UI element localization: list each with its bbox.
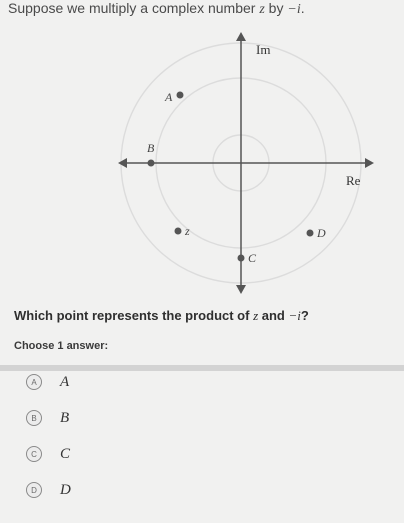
point-c [238, 255, 245, 262]
question-mid: and [258, 308, 289, 323]
question-prefix: Which point represents the product of [14, 308, 254, 323]
real-axis-arrow-left [118, 158, 127, 168]
point-a-label: A [165, 90, 173, 104]
choice-b-badge: B [26, 410, 42, 426]
question-text [14, 308, 309, 324]
choice-a[interactable] [26, 369, 226, 395]
point-b [148, 160, 155, 167]
choice-d-label: D [60, 481, 71, 498]
point-a [177, 92, 184, 99]
choice-d-badge: D [26, 482, 42, 498]
choice-b-label: B [60, 409, 70, 426]
point-c-label: C [248, 251, 257, 265]
complex-plane [110, 28, 380, 298]
real-axis-label: Re [346, 173, 361, 188]
point-z-label: z [185, 224, 190, 238]
choice-a-badge: A [26, 374, 42, 390]
prompt-mid: by [264, 0, 288, 16]
question-factor: −i [288, 308, 301, 323]
prompt-text: Suppose we multiply a complex number [8, 0, 260, 16]
point-z [175, 228, 182, 235]
point-d [307, 230, 314, 237]
choice-b[interactable] [26, 405, 226, 431]
prompt-end: . [300, 0, 305, 16]
point-d-label: D [317, 226, 326, 240]
point-b-label: B [147, 141, 155, 155]
prompt-variable: z [259, 2, 265, 17]
choice-a-label: A [60, 373, 70, 390]
choice-c[interactable] [26, 441, 226, 467]
choice-c-label: C [60, 445, 71, 462]
question-variable: z [253, 308, 259, 323]
choice-c-badge: C [26, 446, 42, 462]
choose-label: Choose 1 answer: [14, 340, 109, 352]
imaginary-axis-arrow-up [236, 32, 246, 41]
prompt-factor: −i [287, 2, 301, 17]
imaginary-axis-arrow-down [236, 285, 246, 294]
question-prompt [8, 0, 305, 18]
imaginary-axis-label: Im [256, 42, 271, 57]
real-axis-arrow-right [365, 158, 374, 168]
choice-d[interactable] [26, 477, 226, 503]
question-end: ? [300, 308, 309, 323]
